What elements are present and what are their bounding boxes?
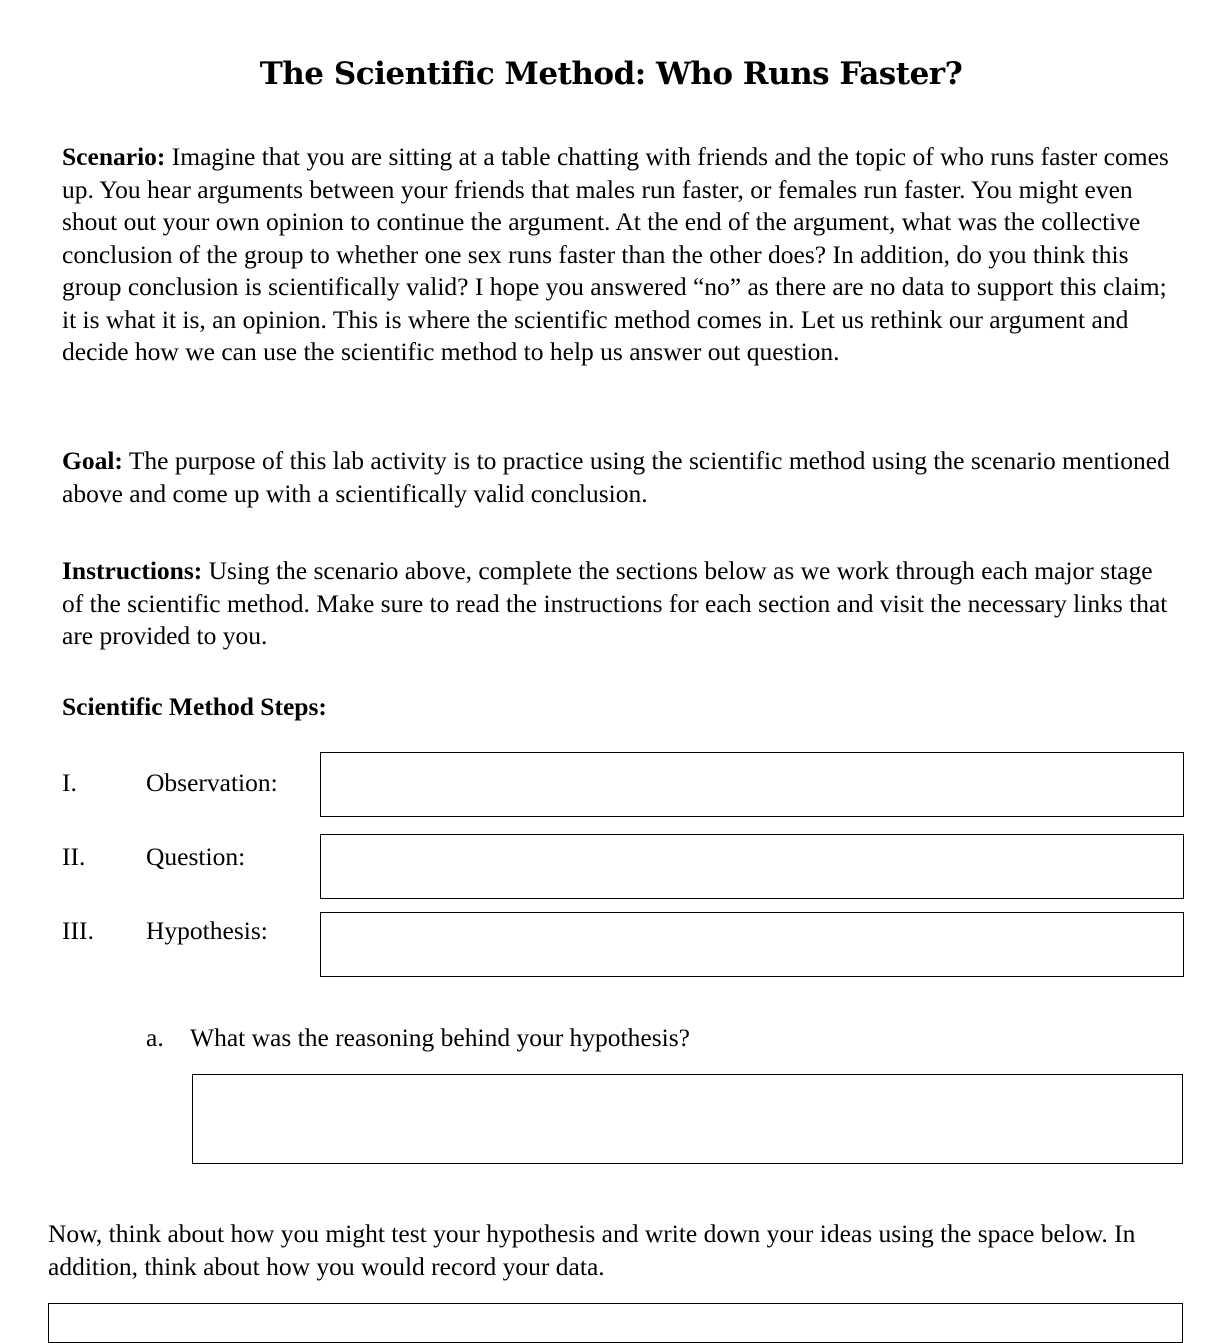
goal-paragraph (62, 445, 1172, 510)
reasoning-answer-box[interactable] (192, 1074, 1183, 1164)
step-label-question: Question: (146, 842, 246, 871)
scenario-paragraph (62, 141, 1172, 369)
page-title: The Scientific Method: Who Runs Faster? (259, 56, 963, 92)
hypothesis-answer-box[interactable] (320, 912, 1184, 977)
question-answer-box[interactable] (320, 834, 1184, 899)
test-ideas-answer-box[interactable] (48, 1303, 1183, 1343)
step-number-hypothesis: III. (62, 916, 94, 945)
observation-answer-box[interactable] (320, 752, 1184, 817)
test-prompt-paragraph: Now, think about how you might test your hypothesis and write down your ideas using the space below. In addition, think about how you would record your data. (48, 1219, 1136, 1281)
scenario-text: Imagine that you are sitting at a table chatting with friends and the topic of who runs faster comes up. You hear arguments between your friends that males run faster, or females run faster. You might even shout out your own opinion to continue the argument. At the end of the argument, what was the collective conclusion of the group to whether one sex runs faster than the other does? In addition, do you think this group conclusion is scientifically valid? I hope you answered “no” as there are no data to support this claim; it is what it is, an opinion. This is where the scientific method comes in. Let us rethink our argument and decide how we can use the scientific method to help us answer out question. (62, 142, 1169, 366)
steps-heading: Scientific Method Steps: (62, 692, 327, 721)
instructions-label: Instructions: (62, 556, 203, 585)
step-number-observation: I. (62, 768, 77, 797)
step-label-observation: Observation: (146, 768, 278, 797)
goal-text: The purpose of this lab activity is to practice using the scientific method using the scenario mentioned above and come up with a scientifically valid conclusion. (62, 446, 1170, 508)
instructions-text: Using the scenario above, complete the sections below as we work through each major stage of the scientific method. Make sure to read the instructions for each section and visit the necessary links that are provided to you. (62, 556, 1168, 650)
goal-label: Goal: (62, 446, 123, 475)
sub-question-text: What was the reasoning behind your hypothesis? (190, 1023, 690, 1052)
step-label-hypothesis: Hypothesis: (146, 916, 268, 945)
scenario-label: Scenario: (62, 142, 166, 171)
sub-question-letter: a. (146, 1023, 164, 1052)
step-number-question: II. (62, 842, 86, 871)
instructions-paragraph (62, 555, 1172, 653)
